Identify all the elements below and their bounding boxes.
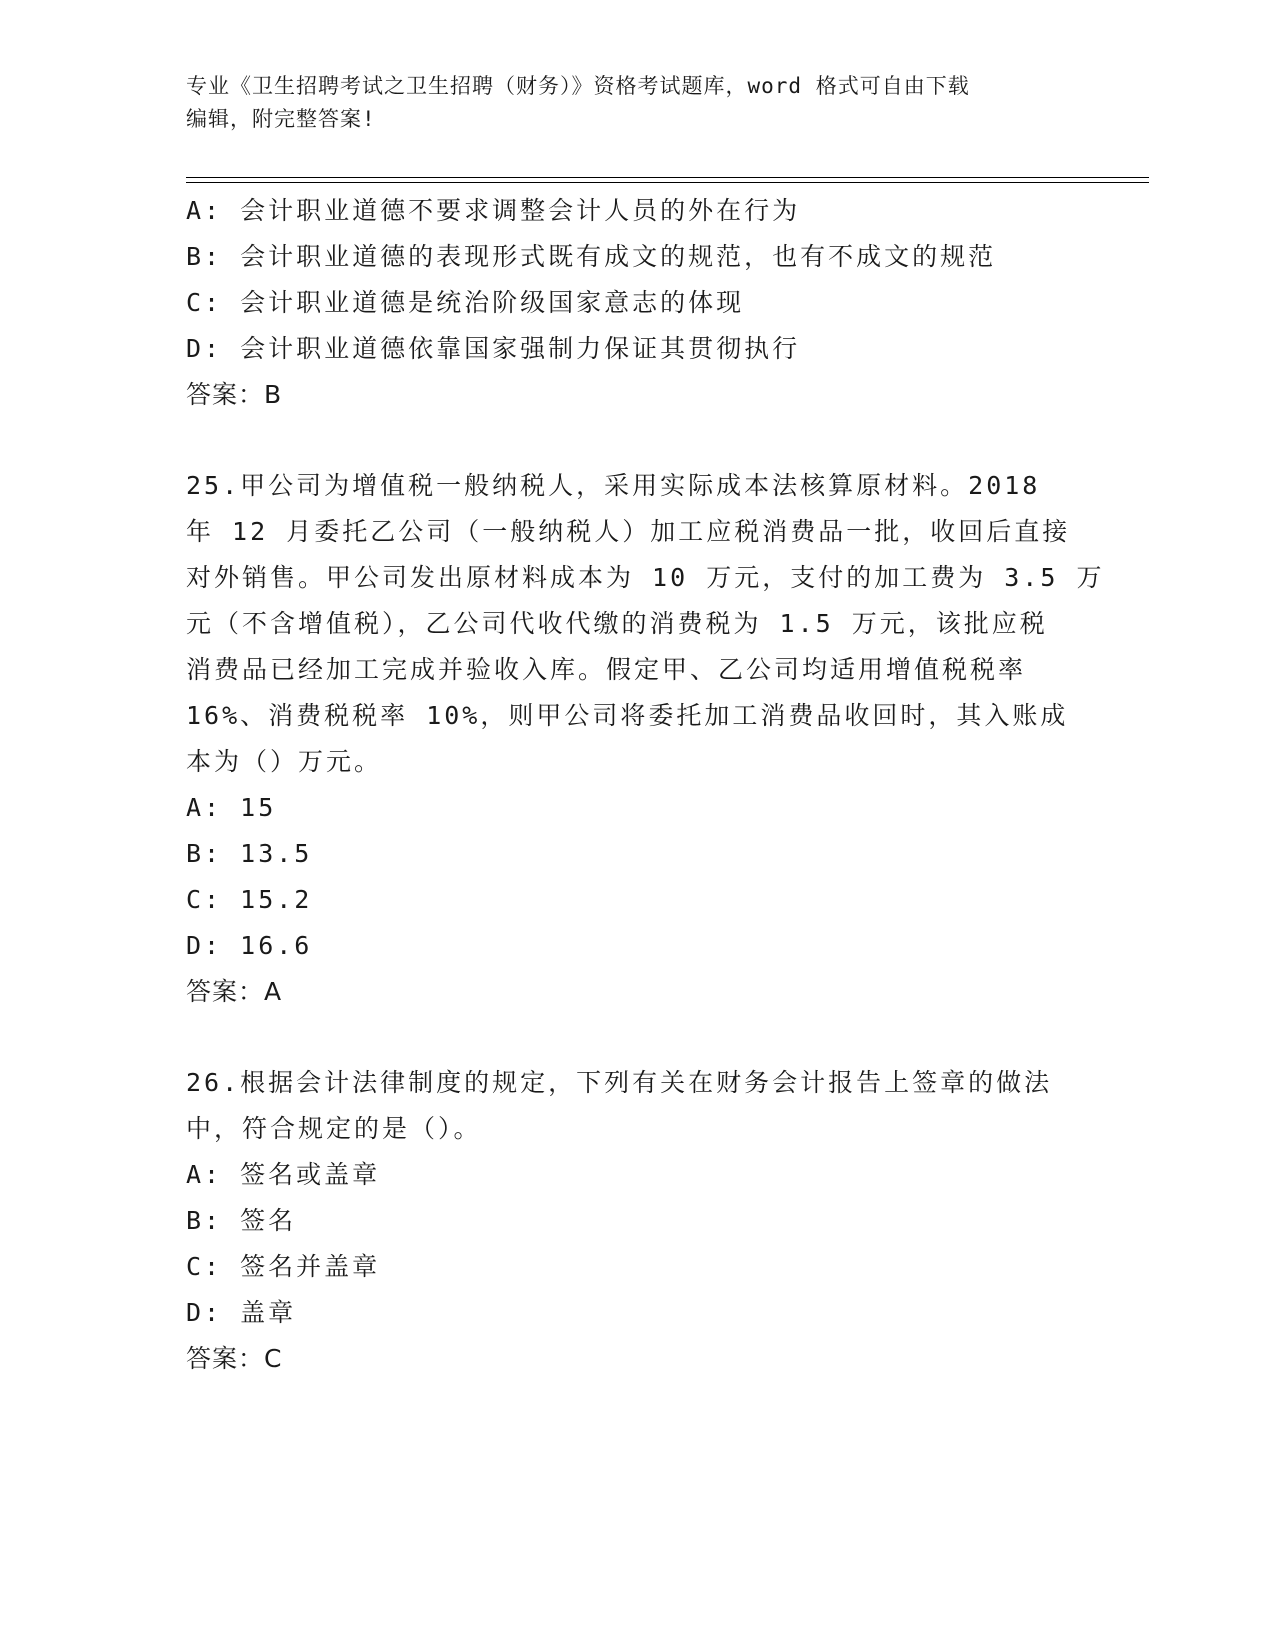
question-text-line: 本为（）万元。 — [186, 747, 383, 776]
question-text-line: 对外销售。甲公司发出原材料成本为 10 万元，支付的加工费为 3.5 万 — [186, 563, 1105, 592]
question-text-line: 26.根据会计法律制度的规定，下列有关在财务会计报告上签章的做法 — [186, 1068, 1053, 1097]
option-b: B: 会计职业道德的表现形式既有成文的规范，也有不成文的规范 — [186, 242, 997, 271]
option-c: C: 签名并盖章 — [186, 1252, 381, 1281]
option-a: A: 会计职业道德不要求调整会计人员的外在行为 — [186, 196, 801, 225]
option-c: C: 会计职业道德是统治阶级国家意志的体现 — [186, 288, 745, 317]
document-header — [186, 70, 1066, 136]
header-divider — [186, 182, 1149, 183]
option-d: D: 会计职业道德依靠国家强制力保证其贯彻执行 — [186, 334, 801, 363]
question-24-options — [186, 188, 1086, 418]
question-text-line: 16%、消费税税率 10%，则甲公司将委托加工消费品收回时，其入账成 — [186, 701, 1069, 730]
option-d: D: 16.6 — [186, 931, 313, 960]
question-text-line: 25.甲公司为增值税一般纳税人，采用实际成本法核算原材料。2018 — [186, 471, 1041, 500]
answer-line: 答案：C — [186, 1344, 283, 1373]
question-content — [186, 188, 1105, 1382]
header-line: 编辑，附完整答案! — [186, 107, 376, 131]
spacer — [186, 418, 1086, 463]
option-b: B: 签名 — [186, 1206, 297, 1235]
question-26 — [186, 1060, 1086, 1382]
question-text-line: 中，符合规定的是（）。 — [186, 1114, 482, 1143]
option-a: A: 15 — [186, 793, 277, 822]
header-divider — [186, 177, 1149, 178]
option-c: C: 15.2 — [186, 885, 313, 914]
question-25 — [186, 463, 1105, 1015]
question-text-line: 元（不含增值税），乙公司代收代缴的消费税为 1.5 万元，该批应税 — [186, 609, 1048, 638]
spacer — [186, 1015, 1086, 1060]
header-line: 专业《卫生招聘考试之卫生招聘（财务）》资格考试题库，word 格式可自由下载 — [186, 74, 970, 98]
option-b: B: 13.5 — [186, 839, 313, 868]
question-text-line: 年 12 月委托乙公司（一般纳税人）加工应税消费品一批，收回后直接 — [186, 517, 1071, 546]
answer-line: 答案：A — [186, 977, 283, 1006]
option-a: A: 签名或盖章 — [186, 1160, 381, 1189]
answer-line: 答案：B — [186, 380, 283, 409]
option-d: D: 盖章 — [186, 1298, 297, 1327]
question-text-line: 消费品已经加工完成并验收入库。假定甲、乙公司均适用增值税税率 — [186, 655, 1027, 684]
